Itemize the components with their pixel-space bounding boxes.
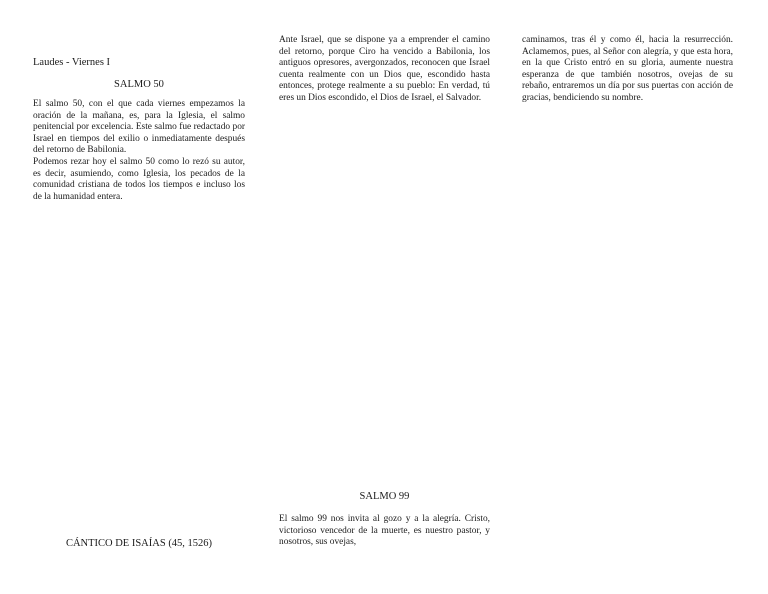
- salmo50-paragraph-1: El salmo 50, con el que cada viernes empezamos la oración de la mañana, es, para la Iglesia, el salmo penitencial por excelencia. Este salmo fue redactado por Israel en tiempos del exilio o inmediatamente después del retorno de Babilonia.: [33, 99, 245, 156]
- column3-paragraph: caminamos, tras él y como él, hacia la resurrección. Aclamemos, pues, al Señor con alegría, y que esta hora, en la que Cristo entró en su gloria, aumente nuestra esperanza de que también nosotros, ovejas de su rebaño, entraremos un día por sus puertas con acción de gracias, bendiciendo su nombre.: [522, 35, 733, 103]
- salmo99-heading: SALMO 99: [359, 491, 410, 502]
- page-header: Laudes - Viernes I: [33, 57, 111, 68]
- column2-paragraph: Ante Israel, que se dispone ya a emprender el camino del retorno, porque Ciro ha vencido a Babilonia, los antiguos opresores, avergonzados, reconocen que Israel cuenta realmente con un Dios que, escondido hasta entonces, protege realmente a su pueblo: En verdad, tú eres un Dios escondido, el Dios de Israel, el Salvador.: [279, 35, 490, 103]
- salmo50-heading: SALMO 50: [114, 79, 164, 90]
- cantico-heading: CÁNTICO DE ISAÍAS (45, 1526): [65, 538, 213, 549]
- salmo99-paragraph: El salmo 99 nos invita al gozo y a la alegría. Cristo, victorioso vencedor de la muerte, es nuestro pastor, y nosotros, sus ovejas,: [279, 514, 490, 548]
- salmo50-body: [33, 99, 245, 203]
- salmo50-paragraph-2: Podemos rezar hoy el salmo 50 como lo rezó su autor, es decir, asumiendo, como Iglesia, los pecados de la comunidad cristiana de todos los tiempos e incluso los de la humanidad entera.: [33, 156, 245, 202]
